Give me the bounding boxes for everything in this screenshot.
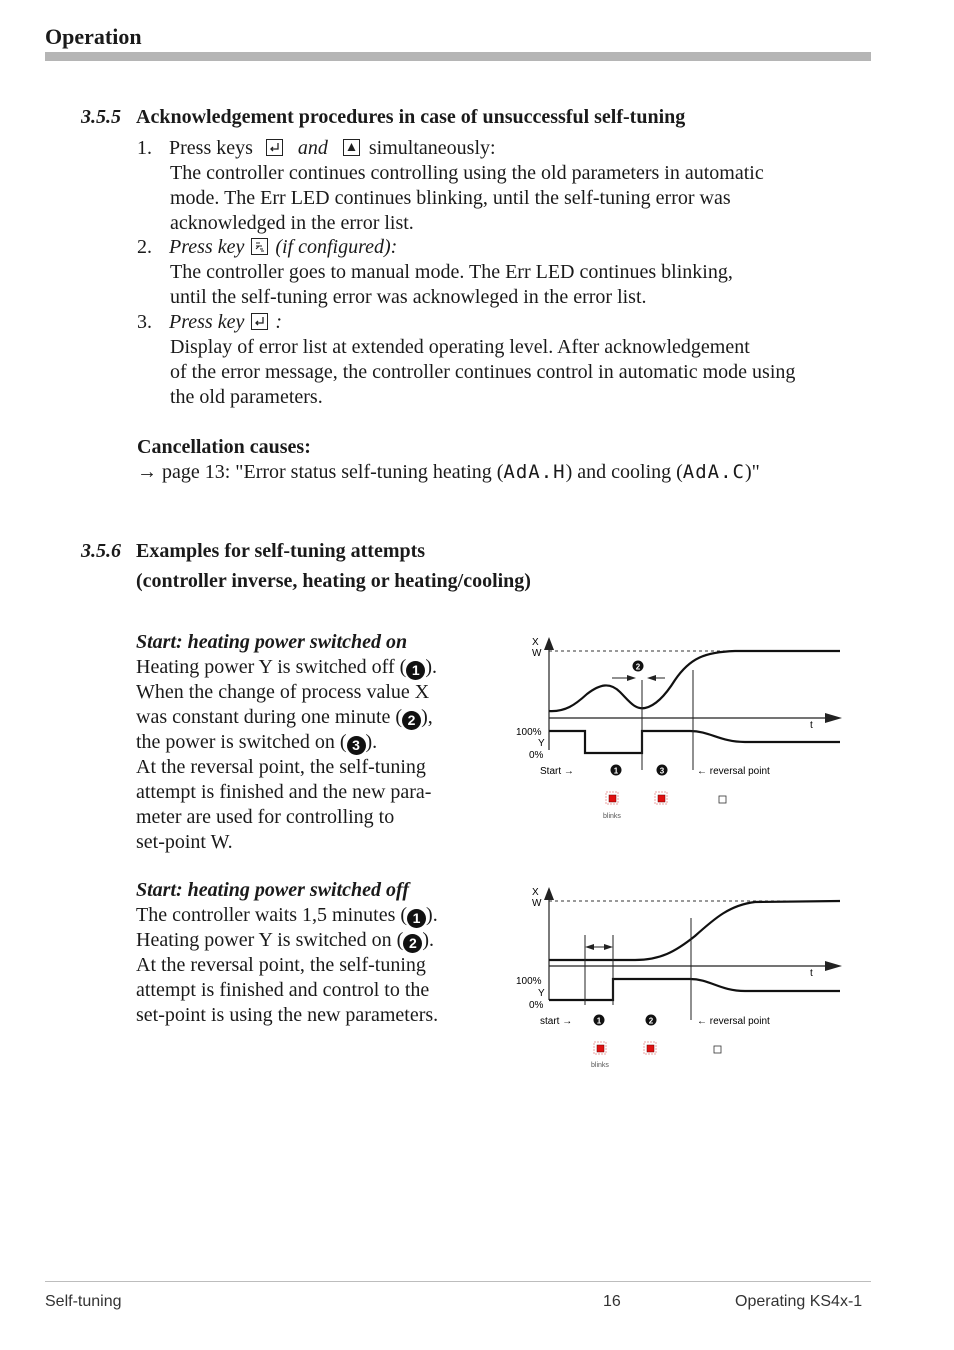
wait-interval-arrowhead [585,944,594,950]
item-number: 2. [137,236,152,258]
item-3-desc [170,335,890,410]
footer-divider [45,1281,871,1282]
example-title: Start: heating power switched on [136,631,408,653]
process-value-curve [549,901,840,960]
item-and: and [297,137,328,159]
section-3-5-6-heading [81,540,425,563]
text-line: ), [421,706,433,728]
led-on-icon [647,1045,654,1052]
marker-1-label: 1 [596,1016,602,1026]
diagram-2 [505,880,855,1080]
up-key-icon [343,139,360,156]
label-blinks: blinks [591,1062,609,1069]
label-blinks: blinks [603,813,621,820]
text-line: set-point W. [136,831,233,853]
label-t: t [810,968,813,979]
interval-arrowhead [627,675,636,681]
section-3-5-5-heading [81,106,685,129]
text-line: mode. The Err LED continues blinking, until the self-tuning error was [170,187,731,209]
text-line: acknowledged in the error list. [170,212,414,234]
marker-1-icon: 1 [407,909,426,928]
header-bar [45,52,871,61]
text-line: the power is switched on ( [136,731,347,753]
text-line: ). [365,731,378,753]
label-start: Start → [540,766,574,777]
text-line: At the reversal point, the self-tuning [136,756,426,778]
label-start: start → [540,1016,573,1027]
cancel-text: )" [745,461,760,483]
item-text: Press key [169,311,245,333]
item-number: 1. [137,137,152,159]
text-line: the old parameters. [170,386,323,408]
item-1 [137,136,897,161]
item-text: (if configured): [275,236,398,258]
marker-1-label: 1 [613,766,619,776]
enter-key-icon [251,313,268,330]
label-y: Y [538,738,545,749]
label-reversal: ← reversal point [697,766,770,777]
text-line: attempt is finished and control to the [136,979,430,1001]
example-title: Start: heating power switched off [136,879,409,901]
output-curve [549,979,840,1000]
cancel-text: → page 13: "Error status self-tuning heating ( [137,461,504,483]
label-100: 100% [516,727,542,738]
label-0: 0% [529,1000,544,1011]
y-axis-arrow [544,637,554,650]
enter-key-icon [266,139,283,156]
label-y: Y [538,988,545,999]
item-number: 3. [137,311,152,333]
marker-2-label: 2 [635,662,641,672]
x-axis-arrow [825,713,842,723]
section-subtitle: (controller inverse, heating or heating/cooling) [136,570,531,592]
output-curve [549,731,840,753]
text-line: The controller waits 1,5 minutes ( [136,904,408,926]
process-value-curve [549,651,840,711]
text-line: Heating power Y is switched on ( [136,929,404,951]
text-line: of the error message, the controller continues control in automatic mode using [170,361,796,383]
text-line: meter are used for controlling to [136,806,395,828]
led-off-icon [714,1046,721,1053]
label-t: t [810,720,813,731]
led-blinking-icon [597,1045,604,1052]
label-w: W [532,898,542,909]
led-off-icon [719,796,726,803]
text-line: When the change of process value X [136,681,430,703]
marker-2-icon: 2 [403,934,422,953]
header-title: Operation [45,24,142,49]
footer-page-number: 16 [603,1293,621,1310]
label-reversal: ← reversal point [697,1016,770,1027]
text-line: until the self-tuning error was acknowleged in the error list. [170,286,647,308]
label-w: W [532,648,542,659]
item-text: simultaneously: [368,137,496,159]
marker-1-icon: 1 [406,661,425,680]
wait-interval-arrowhead [604,944,613,950]
text-line: ). [422,929,435,951]
text-line: At the reversal point, the self-tuning [136,954,426,976]
x-axis-arrow [825,961,842,971]
text-line: set-point is using the new parameters. [136,1004,439,1026]
label-x: X [532,637,539,648]
item-text: : [275,311,283,333]
section-title: Acknowledgement procedures in case of unsuccessful self-tuning [136,106,686,128]
item-2 [137,235,897,260]
text-line: Heating power Y is switched off ( [136,656,407,678]
cancellation-title: Cancellation causes: [137,436,311,458]
diagram-1 [505,630,855,830]
text-line: Display of error list at extended operating level. After acknowledgement [170,336,750,358]
text-line: The controller goes to manual mode. The Err LED continues blinking, [170,261,733,283]
code-heating: AdA.H [503,461,566,483]
footer-section: Self-tuning [45,1293,122,1310]
label-x: X [532,887,539,898]
interval-arrowhead [647,675,656,681]
section-number: 3.5.6 [81,540,121,562]
text-line: attempt is finished and the new para- [136,781,432,803]
cancellation-line [137,460,897,485]
text-line: was constant during one minute ( [136,706,403,728]
text-line: ). [426,904,438,926]
text-line: ). [425,656,437,678]
marker-2-label: 2 [648,1016,654,1026]
label-100: 100% [516,976,542,987]
item-1-desc [170,161,890,236]
led-blinking-icon [609,795,616,802]
marker-3-icon: 3 [347,736,366,755]
y-axis-arrow [544,887,554,900]
section-title: Examples for self-tuning attempts [136,540,426,562]
text-line: The controller continues controlling using the old parameters in automatic [170,162,764,184]
marker-2-icon: 2 [402,711,421,730]
item-text: Press keys [169,137,253,159]
item-3 [137,310,897,335]
example-2-text [136,878,506,1028]
manual-key-icon [251,238,268,255]
item-2-desc [170,260,890,310]
cancel-text: ) and cooling ( [565,461,683,483]
section-number: 3.5.5 [81,106,121,128]
example-1-text [136,630,506,855]
code-cooling: AdA.C [682,461,745,483]
label-0: 0% [529,750,544,761]
footer-document: Operating KS4x-1 [735,1293,863,1310]
marker-3-label: 3 [659,766,665,776]
led-on-icon [658,795,665,802]
item-text: Press key [169,236,245,258]
